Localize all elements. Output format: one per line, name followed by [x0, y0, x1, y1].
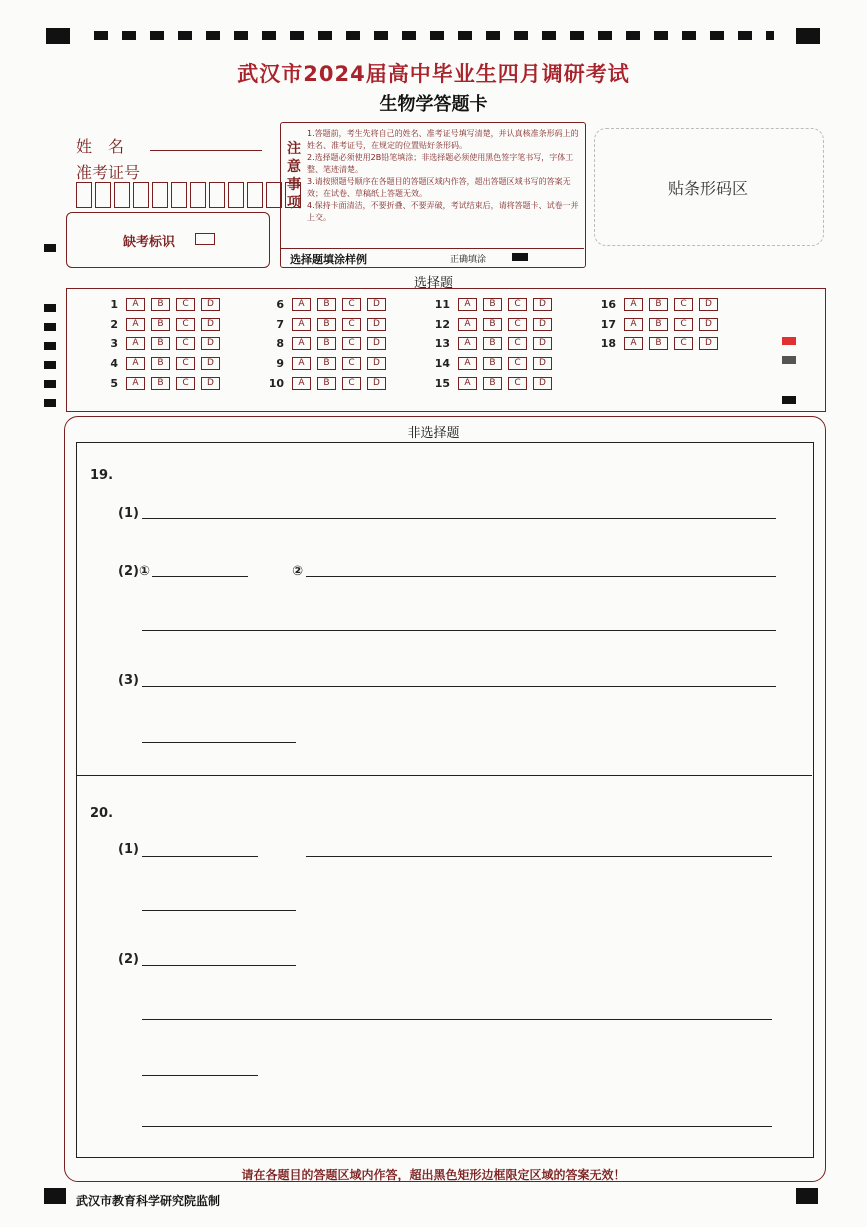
timing-mark — [44, 1188, 66, 1204]
notice-item: 1.答题前，考生先将自己的姓名、准考证号填写清楚，并认真核准条形码上的姓名、准考证号，在规定的位置贴好条形码。 — [307, 129, 579, 150]
question-number: 10 — [268, 376, 284, 390]
option-bubble-a[interactable]: A — [126, 377, 145, 390]
choice-question-row — [94, 317, 226, 331]
q20-part2-line3[interactable] — [142, 1075, 258, 1076]
q20-part2-line1[interactable] — [142, 965, 296, 966]
option-bubble-a[interactable]: A — [126, 357, 145, 370]
q19-number: 19. — [90, 468, 114, 483]
fill-example-label: 选择题填涂样例 — [290, 253, 367, 266]
question-number: 5 — [110, 376, 118, 390]
q20-part2-label: (2) — [118, 952, 139, 967]
notice-item: 4.保持卡面清洁，不要折叠、不要弄破，考试结束后，请将答题卡、试卷一并上交。 — [307, 201, 579, 222]
option-bubble-c[interactable]: C — [508, 377, 527, 390]
option-bubble-b[interactable]: B — [151, 337, 170, 350]
option-bubble-c[interactable]: C — [342, 318, 361, 331]
choice-question-row — [260, 336, 392, 350]
side-mark — [44, 380, 56, 388]
option-bubble-b[interactable]: B — [649, 337, 668, 350]
choice-question-row — [426, 336, 558, 350]
exam-id-label: 准考证号 — [76, 163, 141, 182]
option-bubble-a[interactable]: A — [458, 337, 477, 350]
question-number: 1 — [110, 297, 118, 311]
q19-part2b-label: ② — [292, 564, 304, 579]
option-bubble-d[interactable]: D — [699, 298, 718, 311]
side-mark — [44, 244, 56, 252]
side-mark — [782, 396, 796, 404]
q19-part3-line2[interactable] — [142, 742, 296, 743]
side-mark — [44, 399, 56, 407]
option-bubble-d[interactable]: D — [367, 318, 386, 331]
question-number: 2 — [110, 317, 118, 331]
choice-question-row — [426, 356, 558, 370]
option-bubble-b[interactable]: B — [483, 357, 502, 370]
nonchoice-inner — [76, 442, 814, 1158]
notice-divider — [280, 248, 584, 249]
option-bubble-a[interactable]: A — [292, 377, 311, 390]
notice-item: 2.选择题必须使用2B铅笔填涂；非选择题必须使用黑色签字笔书写，字体工整、笔迹清楚。 — [307, 153, 574, 174]
question-number: 7 — [276, 317, 284, 331]
q20-number: 20. — [90, 806, 114, 821]
option-bubble-a[interactable]: A — [458, 298, 477, 311]
question-number: 17 — [600, 317, 616, 331]
option-bubble-a[interactable]: A — [292, 357, 311, 370]
option-bubble-d[interactable]: D — [201, 318, 220, 331]
name-field[interactable] — [150, 150, 262, 151]
question-number: 4 — [110, 356, 118, 370]
option-bubble-a[interactable]: A — [126, 337, 145, 350]
question-number: 3 — [110, 336, 118, 350]
option-bubble-a[interactable]: A — [458, 377, 477, 390]
choice-title: 选择题 — [413, 276, 453, 291]
option-bubble-d[interactable]: D — [201, 337, 220, 350]
option-bubble-c[interactable]: C — [176, 298, 195, 311]
choice-question-row — [426, 297, 558, 311]
page-subtitle: 生物学答题卡 — [379, 94, 488, 115]
option-bubble-c[interactable]: C — [674, 298, 693, 311]
option-bubble-b[interactable]: B — [317, 298, 336, 311]
option-bubble-a[interactable]: A — [126, 318, 145, 331]
question-number: 8 — [276, 336, 284, 350]
option-bubble-d[interactable]: D — [201, 357, 220, 370]
choice-question-row — [592, 336, 724, 350]
choice-question-row — [94, 356, 226, 370]
timing-mark — [796, 1188, 818, 1204]
option-bubble-c[interactable]: C — [342, 357, 361, 370]
color-mark-red — [782, 337, 796, 345]
option-bubble-d[interactable]: D — [533, 337, 552, 350]
option-bubble-b[interactable]: B — [151, 298, 170, 311]
correct-fill-label: 正确填涂 — [450, 255, 487, 265]
name-label: 姓 名 — [76, 137, 125, 156]
correct-fill-sample — [512, 253, 528, 261]
option-bubble-a[interactable]: A — [624, 318, 643, 331]
question-number: 11 — [434, 297, 450, 311]
choice-question-row — [426, 317, 558, 331]
option-bubble-b[interactable]: B — [317, 337, 336, 350]
question-number: 14 — [434, 356, 450, 370]
option-bubble-d[interactable]: D — [367, 377, 386, 390]
exam-id-cells[interactable] — [76, 182, 304, 208]
q20-part2-line4[interactable] — [142, 1126, 772, 1127]
option-bubble-d[interactable]: D — [533, 318, 552, 331]
q19-part2b-line[interactable] — [306, 576, 776, 577]
option-bubble-c[interactable]: C — [342, 377, 361, 390]
option-bubble-b[interactable]: B — [317, 318, 336, 331]
choice-question-row — [94, 336, 226, 350]
option-bubble-a[interactable]: A — [458, 318, 477, 331]
option-bubble-c[interactable]: C — [674, 318, 693, 331]
option-bubble-c[interactable]: C — [176, 357, 195, 370]
nonchoice-title: 非选择题 — [407, 426, 460, 441]
color-mark-gray — [782, 356, 796, 364]
option-bubble-d[interactable]: D — [699, 318, 718, 331]
q19-part1-line[interactable] — [142, 518, 776, 519]
notice-title: 注意事项 — [287, 141, 301, 211]
q19-part1-label: (1) — [118, 506, 139, 521]
option-bubble-c[interactable]: C — [342, 298, 361, 311]
absent-checkbox[interactable] — [195, 233, 215, 245]
option-bubble-c[interactable]: C — [508, 298, 527, 311]
option-bubble-c[interactable]: C — [342, 337, 361, 350]
option-bubble-d[interactable]: D — [533, 377, 552, 390]
choice-question-row — [94, 297, 226, 311]
barcode-label: 贴条形码区 — [667, 179, 748, 198]
option-bubble-d[interactable]: D — [533, 357, 552, 370]
side-mark — [44, 342, 56, 350]
option-bubble-a[interactable]: A — [292, 318, 311, 331]
footer-note: 请在各题目的答题区域内作答，超出黑色矩形边框限定区域的答案无效！ — [241, 1168, 626, 1182]
option-bubble-b[interactable]: B — [483, 377, 502, 390]
choice-question-row — [260, 317, 392, 331]
option-bubble-b[interactable]: B — [483, 318, 502, 331]
option-bubble-a[interactable]: A — [126, 298, 145, 311]
question-number: 18 — [600, 336, 616, 350]
option-bubble-b[interactable]: B — [317, 377, 336, 390]
option-bubble-b[interactable]: B — [151, 357, 170, 370]
option-bubble-b[interactable]: B — [649, 298, 668, 311]
option-bubble-a[interactable]: A — [458, 357, 477, 370]
question-number: 6 — [276, 297, 284, 311]
question-number: 16 — [600, 297, 616, 311]
page-title: 武汉市2024届高中毕业生四月调研考试 — [237, 62, 630, 86]
option-bubble-d[interactable]: D — [699, 337, 718, 350]
q19-part2-label: (2)① — [118, 564, 150, 579]
option-bubble-d[interactable]: D — [367, 337, 386, 350]
option-bubble-c[interactable]: C — [176, 337, 195, 350]
option-bubble-c[interactable]: C — [508, 318, 527, 331]
q20-part1a-line[interactable] — [142, 856, 258, 857]
question-number: 9 — [276, 356, 284, 370]
option-bubble-a[interactable]: A — [624, 298, 643, 311]
q20-part1b-line[interactable] — [306, 856, 772, 857]
choice-question-row — [260, 356, 392, 370]
choice-question-row — [592, 297, 724, 311]
option-bubble-b[interactable]: B — [483, 337, 502, 350]
notice-text — [307, 128, 579, 224]
timing-track-top — [94, 31, 774, 40]
option-bubble-b[interactable]: B — [317, 357, 336, 370]
q19-part3-line[interactable] — [142, 686, 776, 687]
option-bubble-b[interactable]: B — [649, 318, 668, 331]
timing-mark — [796, 28, 820, 44]
q19-q20-divider — [76, 775, 812, 776]
option-bubble-b[interactable]: B — [151, 377, 170, 390]
option-bubble-c[interactable]: C — [674, 337, 693, 350]
notice-item: 3.请按照题号顺序在各题目的答题区域内作答，超出答题区域书写的答案无效；在试卷、草稿纸上答题无效。 — [307, 177, 571, 198]
option-bubble-d[interactable]: D — [533, 298, 552, 311]
choice-question-row — [426, 376, 558, 390]
choice-question-row — [592, 317, 724, 331]
option-bubble-b[interactable]: B — [483, 298, 502, 311]
question-number: 15 — [434, 376, 450, 390]
option-bubble-b[interactable]: B — [151, 318, 170, 331]
absent-label: 缺考标识 — [123, 235, 176, 250]
choice-question-row — [94, 376, 226, 390]
option-bubble-d[interactable]: D — [367, 298, 386, 311]
footer-org: 武汉市教育科学研究院监制 — [76, 1194, 221, 1208]
option-bubble-d[interactable]: D — [367, 357, 386, 370]
q19-part2-line2[interactable] — [142, 630, 776, 631]
side-mark — [44, 361, 56, 369]
question-number: 12 — [434, 317, 450, 331]
side-mark — [44, 323, 56, 331]
option-bubble-c[interactable]: C — [176, 377, 195, 390]
option-bubble-a[interactable]: A — [292, 298, 311, 311]
absent-box — [66, 212, 270, 268]
side-mark — [44, 304, 56, 312]
q20-part1-line2[interactable] — [142, 910, 296, 911]
option-bubble-a[interactable]: A — [624, 337, 643, 350]
option-bubble-a[interactable]: A — [292, 337, 311, 350]
q19-part2a-line[interactable] — [152, 576, 248, 577]
option-bubble-c[interactable]: C — [508, 357, 527, 370]
option-bubble-d[interactable]: D — [201, 298, 220, 311]
option-bubble-c[interactable]: C — [176, 318, 195, 331]
q19-part3-label: (3) — [118, 673, 139, 688]
choice-question-row — [260, 297, 392, 311]
q20-part1-label: (1) — [118, 842, 139, 857]
option-bubble-c[interactable]: C — [508, 337, 527, 350]
question-number: 13 — [434, 336, 450, 350]
choice-question-row — [260, 376, 392, 390]
option-bubble-d[interactable]: D — [201, 377, 220, 390]
timing-mark — [46, 28, 70, 44]
q20-part2-line2[interactable] — [142, 1019, 772, 1020]
